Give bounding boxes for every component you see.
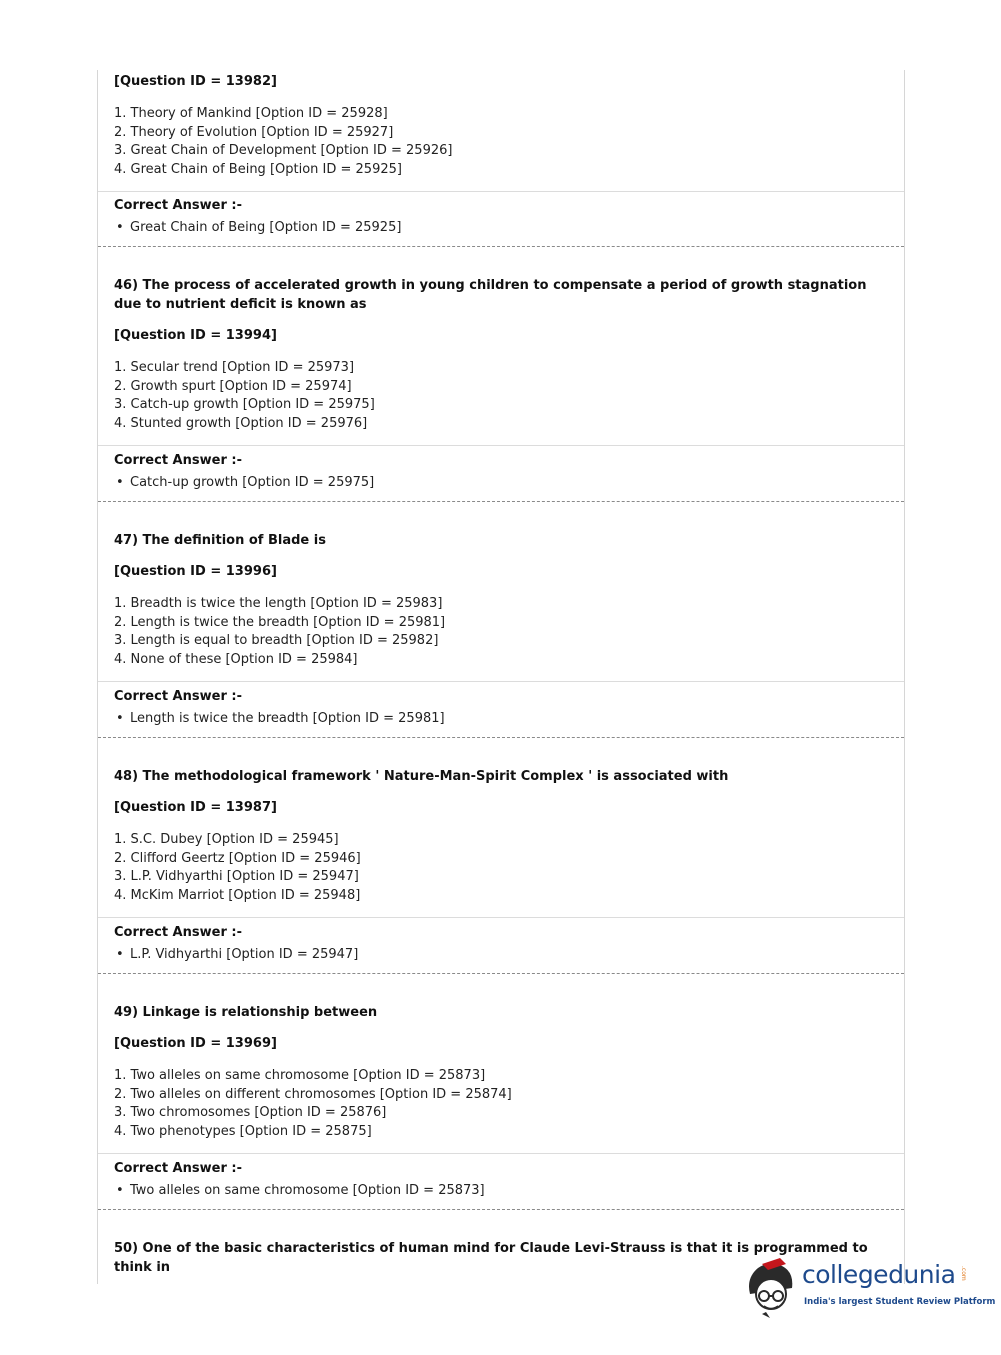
correct-answer: • L.P. Vidhyarthi [Option ID = 25947] — [116, 947, 359, 962]
bullet-icon: • — [116, 947, 124, 962]
question-text: 50) One of the basic characteristics of human mind for Claude Levi-Strauss is that it is programmed to think in — [114, 1241, 868, 1275]
question-text: 49) Linkage is relationship between — [114, 1005, 378, 1020]
logo-wordmark: collegedunia — [802, 1260, 956, 1289]
option-item: 3. Two chromosomes [Option ID = 25876] — [114, 1105, 387, 1120]
options-list — [114, 105, 452, 179]
correct-answer-label: Correct Answer :- — [114, 198, 242, 213]
options-list — [114, 595, 445, 669]
question-id: [Question ID = 13969] — [114, 1036, 277, 1051]
option-item: 3. Catch-up growth [Option ID = 25975] — [114, 397, 375, 412]
exam-page — [97, 70, 905, 1284]
options-list — [114, 1067, 512, 1141]
correct-answer-label: Correct Answer :- — [114, 1161, 242, 1176]
correct-answer-label: Correct Answer :- — [114, 925, 242, 940]
question-text: 48) The methodological framework ' Nature-Man-Spirit Complex ' is associated with — [114, 769, 729, 784]
correct-answer: • Length is twice the breadth [Option ID = 25981] — [116, 711, 445, 726]
correct-answer-label: Correct Answer :- — [114, 453, 242, 468]
question-id: [Question ID = 13996] — [114, 564, 277, 579]
option-item: 1. Breadth is twice the length [Option ID = 25983] — [114, 596, 443, 611]
option-item: 1. S.C. Dubey [Option ID = 25945] — [114, 832, 339, 847]
options-list — [114, 831, 361, 905]
question-text: 47) The definition of Blade is — [114, 533, 326, 548]
question-id: [Question ID = 13987] — [114, 800, 277, 815]
question-id: [Question ID = 13994] — [114, 328, 277, 343]
question-separator — [98, 1209, 904, 1210]
correct-answer: • Great Chain of Being [Option ID = 25925] — [116, 220, 402, 235]
divider — [98, 445, 904, 446]
divider — [98, 191, 904, 192]
option-item: 2. Length is twice the breadth [Option ID = 25981] — [114, 614, 446, 630]
option-item: 1. Two alleles on same chromosome [Option ID = 25873] — [114, 1068, 486, 1083]
question-separator — [98, 501, 904, 502]
question-separator — [98, 973, 904, 974]
mascot-icon — [742, 1254, 800, 1320]
option-item: 3. Great Chain of Development [Option ID = 25926] — [114, 143, 453, 158]
option-item: 4. Two phenotypes [Option ID = 25875] — [114, 1123, 372, 1139]
option-item: 1. Secular trend [Option ID = 25973] — [114, 360, 355, 375]
bullet-icon: • — [116, 220, 124, 235]
divider — [98, 917, 904, 918]
correct-answer: • Two alleles on same chromosome [Option ID = 25873] — [116, 1183, 485, 1198]
bullet-icon: • — [116, 711, 124, 726]
question-separator — [98, 246, 904, 247]
correct-answer: • Catch-up growth [Option ID = 25975] — [116, 475, 375, 490]
option-item: 2. Clifford Geertz [Option ID = 25946] — [114, 850, 361, 866]
divider — [98, 681, 904, 682]
question-text: 46) The process of accelerated growth in young children to compensate a period of growth stagnation due to nutrient deficit is known as — [114, 278, 867, 312]
logo-suffix: .com — [960, 1266, 967, 1281]
question-id: [Question ID = 13982] — [114, 74, 277, 89]
option-item: 4. McKim Marriot [Option ID = 25948] — [114, 887, 361, 903]
bullet-icon: • — [116, 475, 124, 490]
question-separator — [98, 737, 904, 738]
collegedunia-logo — [742, 1254, 996, 1324]
option-item: 2. Theory of Evolution [Option ID = 25927] — [114, 124, 394, 140]
options-list — [114, 359, 375, 433]
bullet-icon: • — [116, 1183, 124, 1198]
option-item: 4. Stunted growth [Option ID = 25976] — [114, 415, 368, 431]
option-item: 2. Growth spurt [Option ID = 25974] — [114, 378, 352, 394]
correct-answer-label: Correct Answer :- — [114, 689, 242, 704]
option-item: 4. Great Chain of Being [Option ID = 25925] — [114, 161, 402, 177]
logo-tagline: India's largest Student Review Platform — [804, 1297, 996, 1307]
option-item: 3. L.P. Vidhyarthi [Option ID = 25947] — [114, 869, 359, 884]
option-item: 4. None of these [Option ID = 25984] — [114, 651, 358, 667]
option-item: 2. Two alleles on different chromosomes [Option ID = 25874] — [114, 1086, 512, 1102]
option-item: 3. Length is equal to breadth [Option ID = 25982] — [114, 633, 439, 648]
option-item: 1. Theory of Mankind [Option ID = 25928] — [114, 106, 388, 121]
divider — [98, 1153, 904, 1154]
